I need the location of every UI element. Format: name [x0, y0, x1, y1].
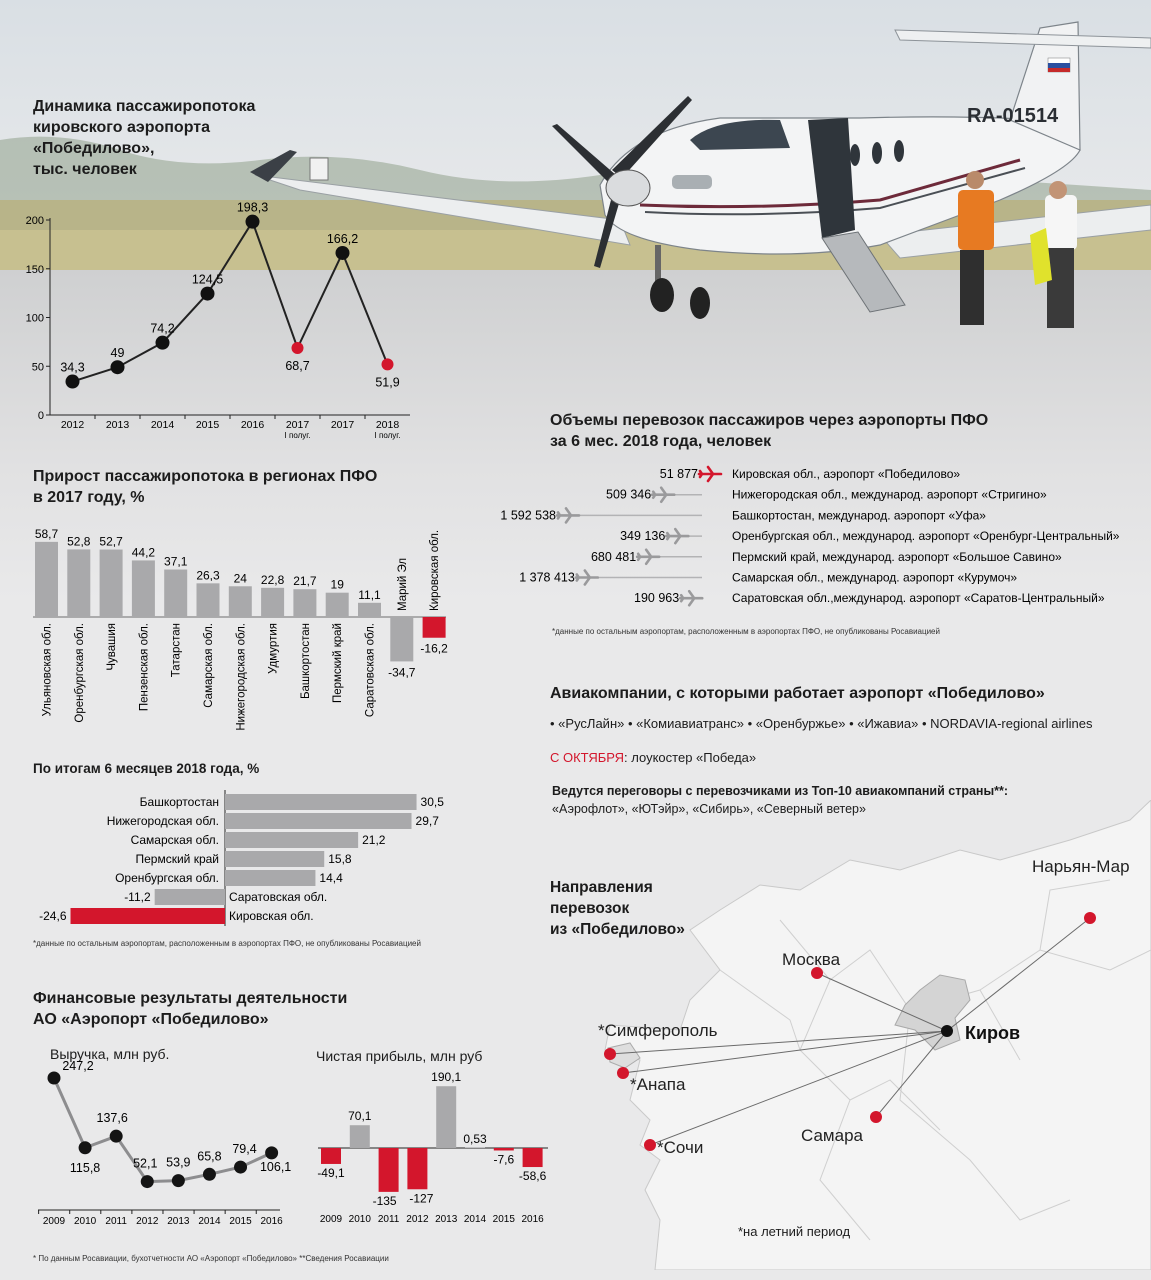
city-label: *Сочи [657, 1138, 704, 1157]
bar-value-label: -135 [372, 1193, 397, 1208]
airlines-list: • «РусЛайн» • «Комиавиатранс» • «Оренбуржье» • «Ижавиа» • NORDAVIA-regional airlines [550, 716, 1093, 731]
bar-value-label: 52,8 [67, 534, 91, 549]
category-label: Пермский край [332, 623, 345, 704]
bar [225, 851, 324, 867]
x-tick-label: 2009 [319, 1214, 343, 1225]
city-dot [644, 1139, 656, 1151]
data-point [48, 1072, 61, 1085]
volume-value: 349 136 [620, 529, 666, 544]
plane-icon [680, 591, 702, 605]
x-tick-label: 2012 [406, 1214, 429, 1225]
category-label: Башкортостан [139, 795, 219, 809]
category-label: Самарская обл. [203, 623, 215, 708]
data-point [336, 246, 350, 260]
category-label: Удмуртия [267, 623, 280, 674]
finance-title-line: Финансовые результаты деятельности [33, 990, 348, 1007]
data-label: 65,8 [197, 1149, 222, 1164]
revenue-line-chart [0, 1060, 300, 1230]
x-tick-label: 2013 [167, 1216, 190, 1227]
data-label: 51,9 [375, 375, 400, 390]
plane-icon [666, 529, 688, 543]
x-tick-label: 2014 [150, 419, 175, 431]
finance-title-line: АО «Аэропорт «Победилово» [33, 1011, 269, 1028]
bar [35, 542, 58, 617]
x-tick-label: 2013 [105, 419, 130, 431]
city-label: Москва [782, 950, 841, 969]
data-point [79, 1141, 92, 1154]
bar [225, 813, 412, 829]
aircraft-registration: RA-01514 [967, 105, 1059, 127]
bar-value-label: -24,6 [39, 909, 67, 923]
dynamics-title-line: Динамика пассажиропотока [33, 98, 256, 115]
map-title [550, 877, 685, 940]
x-tick-label: 2011 [105, 1216, 127, 1227]
x-tick-label: 2016 [260, 1216, 283, 1227]
data-label: 74,2 [150, 321, 175, 336]
data-point [201, 287, 215, 301]
bar [358, 603, 381, 617]
x-tick-label: 2015 [229, 1216, 252, 1227]
city-label: *Симферополь [598, 1021, 718, 1040]
bar-value-label: 21,2 [362, 833, 386, 847]
x-tick-label: 2014 [463, 1214, 487, 1225]
y-tick-label: 200 [25, 215, 44, 227]
data-label: 79,4 [232, 1142, 257, 1157]
airport-label: Самарская обл., международ. аэропорт «Курумоч» [732, 570, 1018, 585]
volume-value: 1 378 413 [519, 570, 575, 585]
bar-value-label: 37,1 [164, 554, 188, 569]
volumes-title-line: Объемы перевозок пассажиров через аэропорты ПФО [550, 412, 989, 429]
city-label: Самара [801, 1126, 863, 1145]
category-label: Оренбургская обл. [115, 871, 219, 885]
bottom-footnote: * По данным Росавиации, бухотчетности АО «Аэропорт «Победилово» **Сведения Росавиации [33, 1254, 389, 1263]
airport-label: Оренбургская обл., международ. аэропорт «Оренбург-Центральный» [732, 529, 1120, 544]
x-tick-label: 2014 [198, 1216, 221, 1227]
x-tick-label: 2017 [330, 419, 355, 431]
bar-value-label: 21,7 [293, 574, 317, 589]
data-point [156, 336, 170, 350]
bar-value-label: 52,7 [99, 534, 123, 549]
bar [523, 1148, 543, 1167]
city-dot [604, 1048, 616, 1060]
data-label: 106,1 [259, 1159, 292, 1174]
bar [261, 588, 284, 617]
x-tick-label: 2010 [73, 1216, 97, 1227]
data-point [246, 215, 260, 229]
growth-title-line: Прирост пассажиропотока в регионах ПФО [33, 468, 378, 485]
bar [197, 583, 220, 617]
bar-value-label: -34,7 [388, 665, 416, 680]
y-tick-label: 50 [31, 361, 44, 374]
growth-title-line: в 2017 году, % [33, 489, 145, 506]
category-label: Самарская обл. [130, 833, 219, 847]
data-point [110, 1130, 123, 1143]
category-label: Оренбургская обл. [73, 623, 86, 723]
x-tick-label: 2011 [377, 1214, 400, 1225]
city-dot [870, 1111, 882, 1123]
bar [423, 617, 446, 638]
data-point [203, 1168, 216, 1181]
data-point [111, 360, 125, 374]
october-label: С ОКТЯБРЯ [550, 750, 625, 765]
category-label: Нижегородская обл. [106, 814, 219, 828]
volume-value: 190 963 [634, 591, 680, 606]
bar [225, 794, 417, 810]
bar-value-label: 14,4 [319, 871, 343, 885]
bar [326, 593, 349, 617]
category-label: Ульяновская обл. [41, 623, 54, 717]
half2018-title: По итогам 6 месяцев 2018 года, % [33, 761, 260, 776]
city-label: Нарьян-Мар [1032, 857, 1130, 876]
bar-value-label: 44,2 [131, 545, 156, 560]
x-tick-label: 2009 [42, 1216, 66, 1227]
bar-value-label: 24 [233, 571, 247, 586]
half2018-bar-chart [0, 786, 470, 926]
data-point [234, 1161, 247, 1174]
airport-label: Саратовская обл.,международ. аэропорт «Саратов-Центральный» [732, 591, 1105, 606]
bar [225, 832, 358, 848]
y-tick-label: 150 [25, 263, 44, 276]
profit-bar-chart [300, 1060, 560, 1230]
data-label: 53,9 [166, 1155, 191, 1170]
bar [225, 870, 315, 886]
bar-value-label: -16,2 [420, 641, 448, 656]
x-tick-label: 2013 [435, 1214, 458, 1225]
plane-icon [637, 550, 659, 564]
bar [407, 1148, 427, 1189]
airport-label: Нижегородская обл., международ. аэропорт «Стригино» [732, 487, 1047, 502]
x-tick-label: 2017 [285, 419, 310, 431]
map-title-line: перевозок [550, 900, 630, 917]
category-label: Кировская обл. [429, 529, 442, 611]
bar-value-label: -58,6 [518, 1169, 547, 1184]
bar [494, 1148, 514, 1150]
airport-label: Кировская обл., аэропорт «Победилово» [732, 467, 961, 481]
bar-value-label: 11,1 [358, 587, 381, 602]
data-label: 68,7 [285, 359, 310, 374]
data-label: 247,2 [62, 1060, 94, 1073]
x-tick-label: 2018 [375, 419, 400, 431]
x-tick-label: 2012 [136, 1216, 159, 1227]
bar [100, 550, 123, 617]
data-label: 198,3 [236, 200, 269, 215]
category-label: Саратовская обл. [229, 890, 328, 904]
bar [132, 560, 155, 617]
x-tick-label: 2016 [521, 1214, 544, 1225]
bar-value-label: 30,5 [420, 795, 444, 809]
bar-value-label: 22,8 [260, 572, 285, 587]
volume-value: 680 481 [590, 549, 637, 564]
plane-icon [652, 488, 674, 502]
category-label: Пермский край [135, 852, 219, 866]
x-tick-label: 2015 [492, 1214, 515, 1225]
bar-value-label: -11,2 [124, 890, 151, 904]
talks-title: Ведутся переговоры с перевозчиками из Топ-10 авиакомпаний страны**: [552, 784, 1009, 798]
city-label: *Анапа [630, 1075, 686, 1094]
talks-list: «Аэрофлот», «ЮТэйр», «Сибирь», «Северный ветер» [552, 802, 866, 816]
growth-title [33, 466, 453, 508]
airlines-title: Авиакомпании, с которыми работает аэропорт «Победилово» [550, 685, 1045, 702]
hub-dot [941, 1025, 953, 1037]
x-tick-label: 2016 [240, 419, 265, 431]
x-tick-label: 2010 [348, 1214, 371, 1225]
growth-bar-chart [0, 510, 470, 760]
airport-label: Пермский край, международ. аэропорт «Большое Савино» [732, 549, 1062, 564]
routes-map [570, 800, 1151, 1270]
hub-label: Киров [965, 1023, 1021, 1043]
data-point [66, 375, 80, 389]
bar-value-label: -127 [409, 1191, 434, 1206]
category-label: Нижегородская обл. [235, 623, 248, 731]
bar-value-label: 19 [330, 577, 344, 592]
plane-icon [576, 571, 598, 585]
dynamics-title-line: «Победилово», [33, 140, 155, 157]
city-dot [1084, 912, 1096, 924]
x-tick-label: I полуг. [374, 431, 401, 440]
data-point [382, 358, 394, 370]
bar [379, 1148, 399, 1192]
map-title-line: из «Победилово» [550, 921, 685, 938]
data-label: 137,6 [96, 1111, 128, 1126]
category-label: Чувашия [106, 623, 119, 671]
plane-icon [699, 467, 721, 481]
plane-icon [557, 508, 579, 522]
bar-value-label: 190,1 [431, 1070, 462, 1085]
category-label: Татарстан [170, 623, 183, 678]
bar [67, 549, 90, 617]
x-tick-label: I полуг. [284, 431, 311, 440]
bar-value-label: -7,6 [493, 1152, 515, 1167]
revenue-title: Выручка, млн руб. [50, 1046, 170, 1062]
x-tick-label: 2012 [60, 419, 85, 431]
dynamics-title-line: тыс. человек [33, 161, 137, 178]
data-label: 166,2 [326, 231, 359, 246]
category-label: Саратовская обл. [364, 623, 377, 718]
city-dot [617, 1067, 629, 1079]
data-label: 34,3 [60, 360, 85, 375]
category-label: Башкортостан [299, 623, 312, 700]
data-label: 124,5 [191, 272, 224, 287]
bar-value-label: 26,3 [196, 568, 220, 583]
volume-value: 509 346 [606, 487, 652, 502]
profit-title: Чистая прибыль, млн руб [316, 1048, 483, 1064]
category-label: Пензенская обл. [138, 623, 151, 712]
data-point [265, 1146, 278, 1159]
data-point [141, 1175, 154, 1188]
october-text: : лоукостер «Победа» [624, 750, 757, 765]
bar-value-label: 29,7 [415, 814, 439, 828]
finance-title [33, 988, 347, 1030]
data-label: 52,1 [133, 1156, 158, 1171]
dynamics-title [33, 96, 313, 180]
volume-value: 51 877 [659, 467, 698, 481]
data-point [292, 342, 304, 354]
dynamics-title-line: кировского аэропорта [33, 119, 210, 136]
map-title-line: Направления [550, 879, 653, 896]
data-label: 115,8 [69, 1160, 101, 1175]
bar [321, 1148, 341, 1164]
x-tick-label: 2015 [195, 419, 220, 431]
data-label: 49 [110, 346, 125, 361]
bar [229, 586, 252, 617]
volumes-title-line: за 6 мес. 2018 года, человек [550, 433, 772, 450]
map-footnote: *на летний период [738, 1224, 851, 1239]
october-line [550, 750, 756, 765]
volume-value: 1 592 538 [500, 508, 556, 523]
bar-value-label: 70,1 [348, 1109, 372, 1124]
volumes-chart [490, 458, 1151, 618]
bar [164, 570, 187, 617]
bar [155, 889, 225, 905]
data-point [172, 1174, 185, 1187]
half2018-footnote: *данные по остальным аэропортам, расположенным в аэропортах ПФО, не опубликованы Росавиацией [33, 939, 421, 948]
bar [350, 1125, 370, 1148]
bar [390, 617, 413, 661]
category-label: Марий Эл [396, 557, 409, 611]
bar [293, 589, 316, 617]
airport-label: Башкортостан, международ. аэропорт «Уфа» [732, 508, 986, 523]
dynamics-line-chart [0, 200, 420, 450]
bar-value-label: 0,53 [463, 1132, 487, 1146]
volumes-title [550, 410, 1110, 452]
y-tick-label: 100 [25, 312, 44, 325]
category-label: Кировская обл. [229, 909, 314, 923]
bar-value-label: 15,8 [328, 852, 352, 866]
bar [71, 908, 225, 924]
bar-value-label: 58,7 [34, 526, 59, 541]
volumes-footnote: *данные по остальным аэропортам, расположенным в аэропортах ПФО, не опубликованы Росавиацией [552, 627, 940, 636]
bar-value-label: -49,1 [317, 1165, 345, 1180]
bar [465, 1147, 485, 1148]
y-tick-label: 0 [37, 410, 44, 422]
bar [436, 1086, 456, 1148]
